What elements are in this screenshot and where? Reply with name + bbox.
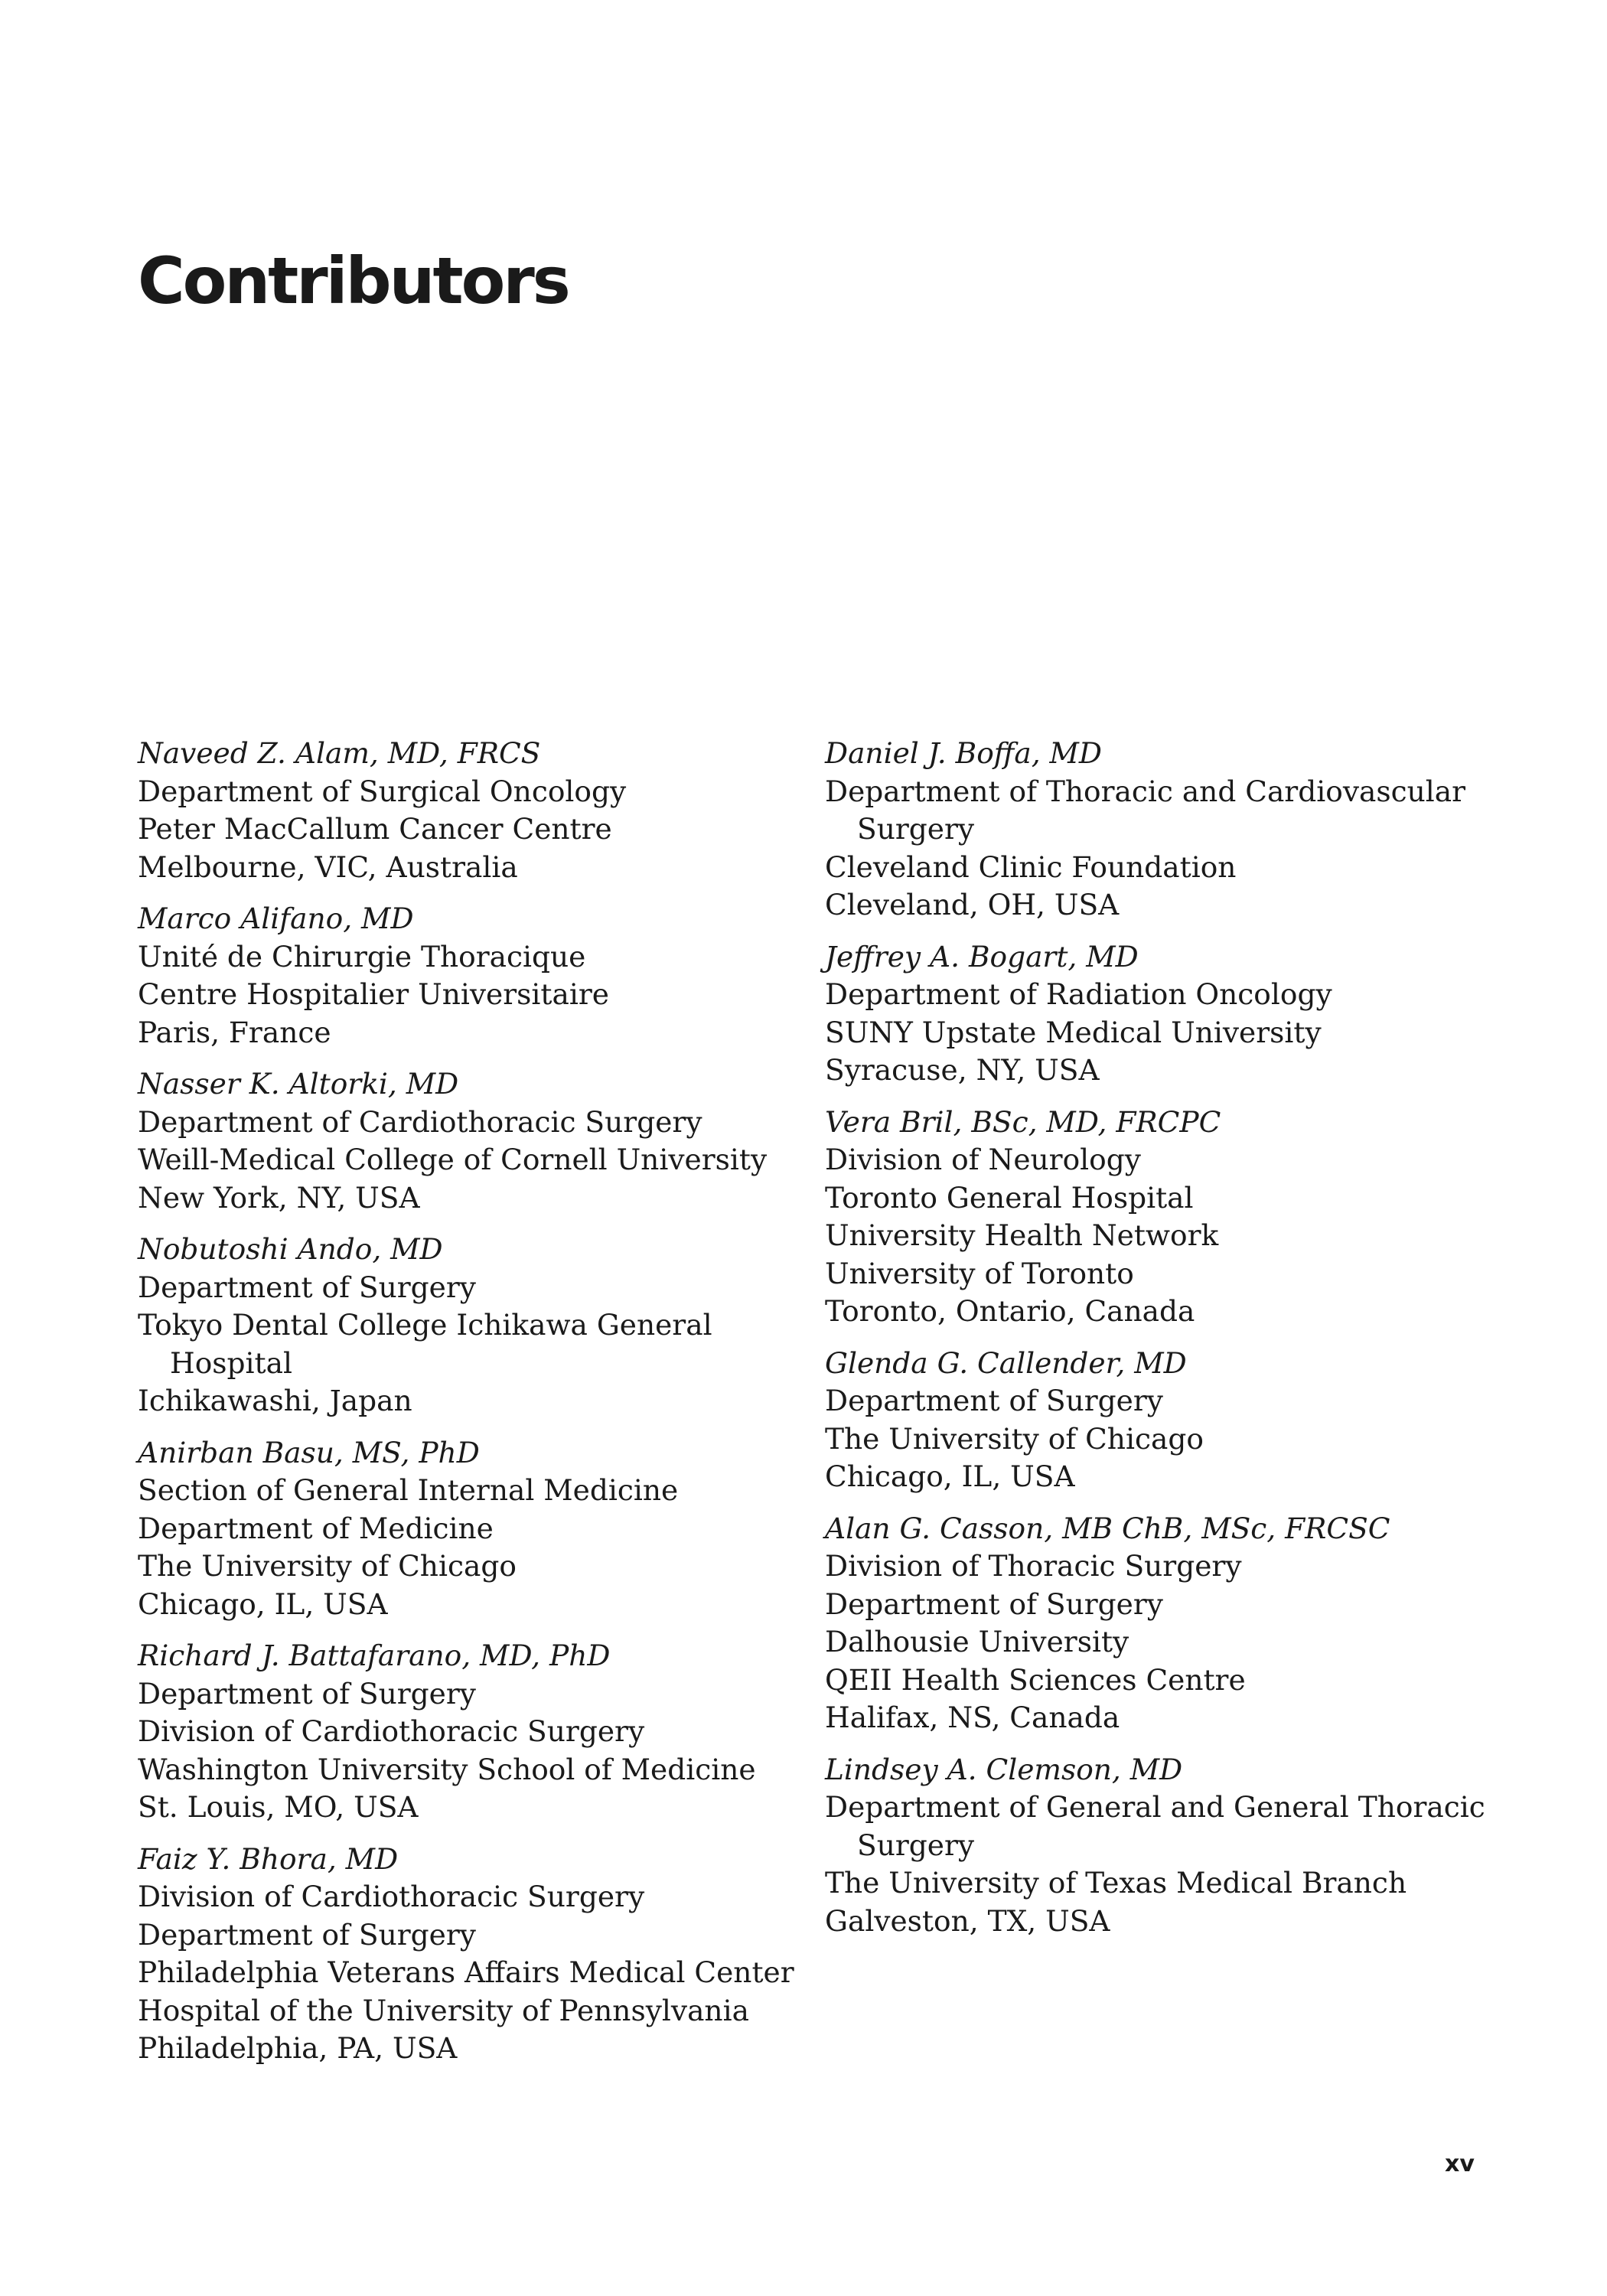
contributor-name: Marco Alifano, MD: [138, 902, 414, 935]
affiliation-line: New York, NY, USA: [138, 1180, 420, 1215]
contributor-name: Daniel J. Boffa, MD: [825, 736, 1102, 770]
affiliation-line: Division of Cardiothoracic Surgery: [138, 1880, 645, 1913]
affiliation-line: Surgery: [857, 1828, 975, 1862]
contributor-entry: [825, 938, 1514, 1090]
affiliation-line: Hospital of the University of Pennsylvania: [138, 1993, 749, 2027]
affiliation-line: Division of Thoracic Surgery: [825, 1549, 1242, 1583]
affiliation-line: The University of Texas Medical Branch: [825, 1866, 1407, 1900]
contributor-entry: [138, 1231, 826, 1420]
affiliation-line: Hospital: [170, 1345, 292, 1380]
contributor-entry: [138, 1434, 826, 1624]
contributor-entry: [825, 1104, 1514, 1331]
affiliation-line: Cleveland, OH, USA: [825, 888, 1120, 921]
page-number: xv: [1445, 2151, 1475, 2177]
affiliation-line: Centre Hospitalier Universitaire: [138, 977, 609, 1011]
affiliation-line: Division of Neurology: [825, 1143, 1141, 1176]
affiliation-line: Halifax, NS, Canada: [825, 1701, 1120, 1734]
affiliation-line: Galveston, TX, USA: [825, 1903, 1110, 1938]
affiliation-line: Chicago, IL, USA: [825, 1459, 1075, 1493]
contributor-name: Lindsey A. Clemson, MD: [825, 1752, 1183, 1786]
contributor-entry: [825, 735, 1514, 925]
affiliation-line: Department of General and General Thoracic: [825, 1790, 1485, 1824]
contributors-right-column: [825, 735, 1514, 1954]
affiliation-line: Unité de Chirurgie Thoracique: [138, 939, 586, 974]
contributor-name: Glenda G. Callender, MD: [825, 1345, 1187, 1380]
affiliation-line: Melbourne, VIC, Australia: [138, 850, 518, 884]
affiliation-line: Section of General Internal Medicine: [138, 1473, 679, 1507]
contributor-entry: [138, 1637, 826, 1827]
contributor-entry: [825, 1510, 1514, 1737]
affiliation-line: St. Louis, MO, USA: [138, 1790, 419, 1824]
affiliation-line: Philadelphia Veterans Affairs Medical Center: [138, 1955, 794, 1989]
affiliation-line: Department of Cardiothoracic Surgery: [138, 1104, 702, 1139]
affiliation-line: Washington University School of Medicine: [138, 1752, 756, 1786]
contributor-name: Richard J. Battafarano, MD, PhD: [138, 1639, 611, 1672]
affiliation-line: Tokyo Dental College Ichikawa General: [138, 1308, 712, 1342]
affiliation-line: Surgery: [857, 812, 975, 846]
contributors-left-column: [138, 735, 826, 2082]
affiliation-line: Department of Surgery: [825, 1587, 1163, 1621]
affiliation-line: Philadelphia, PA, USA: [138, 2031, 458, 2065]
affiliation-line: Peter MacCallum Cancer Centre: [138, 812, 612, 846]
affiliation-line: University Health Network: [825, 1218, 1219, 1252]
affiliation-line: Ichikawashi, Japan: [138, 1384, 412, 1417]
affiliation-line: QEII Health Sciences Centre: [825, 1662, 1246, 1697]
contributor-entry: [825, 1751, 1514, 1941]
affiliation-line: Chicago, IL, USA: [138, 1587, 388, 1621]
contributor-name: Vera Bril, BSc, MD, FRCPC: [825, 1104, 1221, 1139]
affiliation-line: Paris, France: [138, 1015, 331, 1049]
affiliation-line: Department of Thoracic and Cardiovascular: [825, 774, 1466, 808]
affiliation-line: Department of Medicine: [138, 1511, 494, 1545]
contributor-name: Alan G. Casson, MB ChB, MSc, FRCSC: [825, 1511, 1390, 1545]
affiliation-line: Department of Surgery: [138, 1270, 476, 1304]
contributor-entry: [138, 900, 826, 1052]
affiliation-line: Department of Surgical Oncology: [138, 774, 627, 808]
affiliation-line: Toronto General Hospital: [825, 1180, 1194, 1215]
contributor-name: Naveed Z. Alam, MD, FRCS: [138, 736, 541, 770]
page-title: Contributors: [138, 243, 569, 318]
contributor-name: Faiz Y. Bhora, MD: [138, 1841, 399, 1876]
contributor-entry: [138, 1065, 826, 1217]
affiliation-line: Cleveland Clinic Foundation: [825, 850, 1237, 884]
contributor-entry: [138, 735, 826, 886]
contributor-name: Nasser K. Altorki, MD: [138, 1067, 459, 1101]
contributor-name: Anirban Basu, MS, PhD: [138, 1435, 480, 1469]
affiliation-line: Weill-Medical College of Cornell University: [138, 1143, 768, 1176]
affiliation-line: The University of Chicago: [825, 1421, 1204, 1456]
contributor-name: Nobutoshi Ando, MD: [138, 1232, 443, 1266]
affiliation-line: Division of Cardiothoracic Surgery: [138, 1714, 645, 1748]
affiliation-line: SUNY Upstate Medical University: [825, 1015, 1322, 1049]
affiliation-line: University of Toronto: [825, 1256, 1134, 1290]
affiliation-line: Dalhousie University: [825, 1625, 1129, 1658]
affiliation-line: Department of Surgery: [138, 1917, 476, 1952]
contributor-name: Jeffrey A. Bogart, MD: [825, 939, 1139, 974]
contributor-entry: [138, 1841, 826, 2068]
affiliation-line: The University of Chicago: [138, 1549, 517, 1583]
affiliation-line: Department of Surgery: [138, 1676, 476, 1711]
affiliation-line: Department of Surgery: [825, 1384, 1163, 1417]
affiliation-line: Toronto, Ontario, Canada: [825, 1294, 1195, 1328]
affiliation-line: Syracuse, NY, USA: [825, 1053, 1100, 1087]
affiliation-line: Department of Radiation Oncology: [825, 977, 1332, 1011]
contributor-entry: [825, 1345, 1514, 1496]
